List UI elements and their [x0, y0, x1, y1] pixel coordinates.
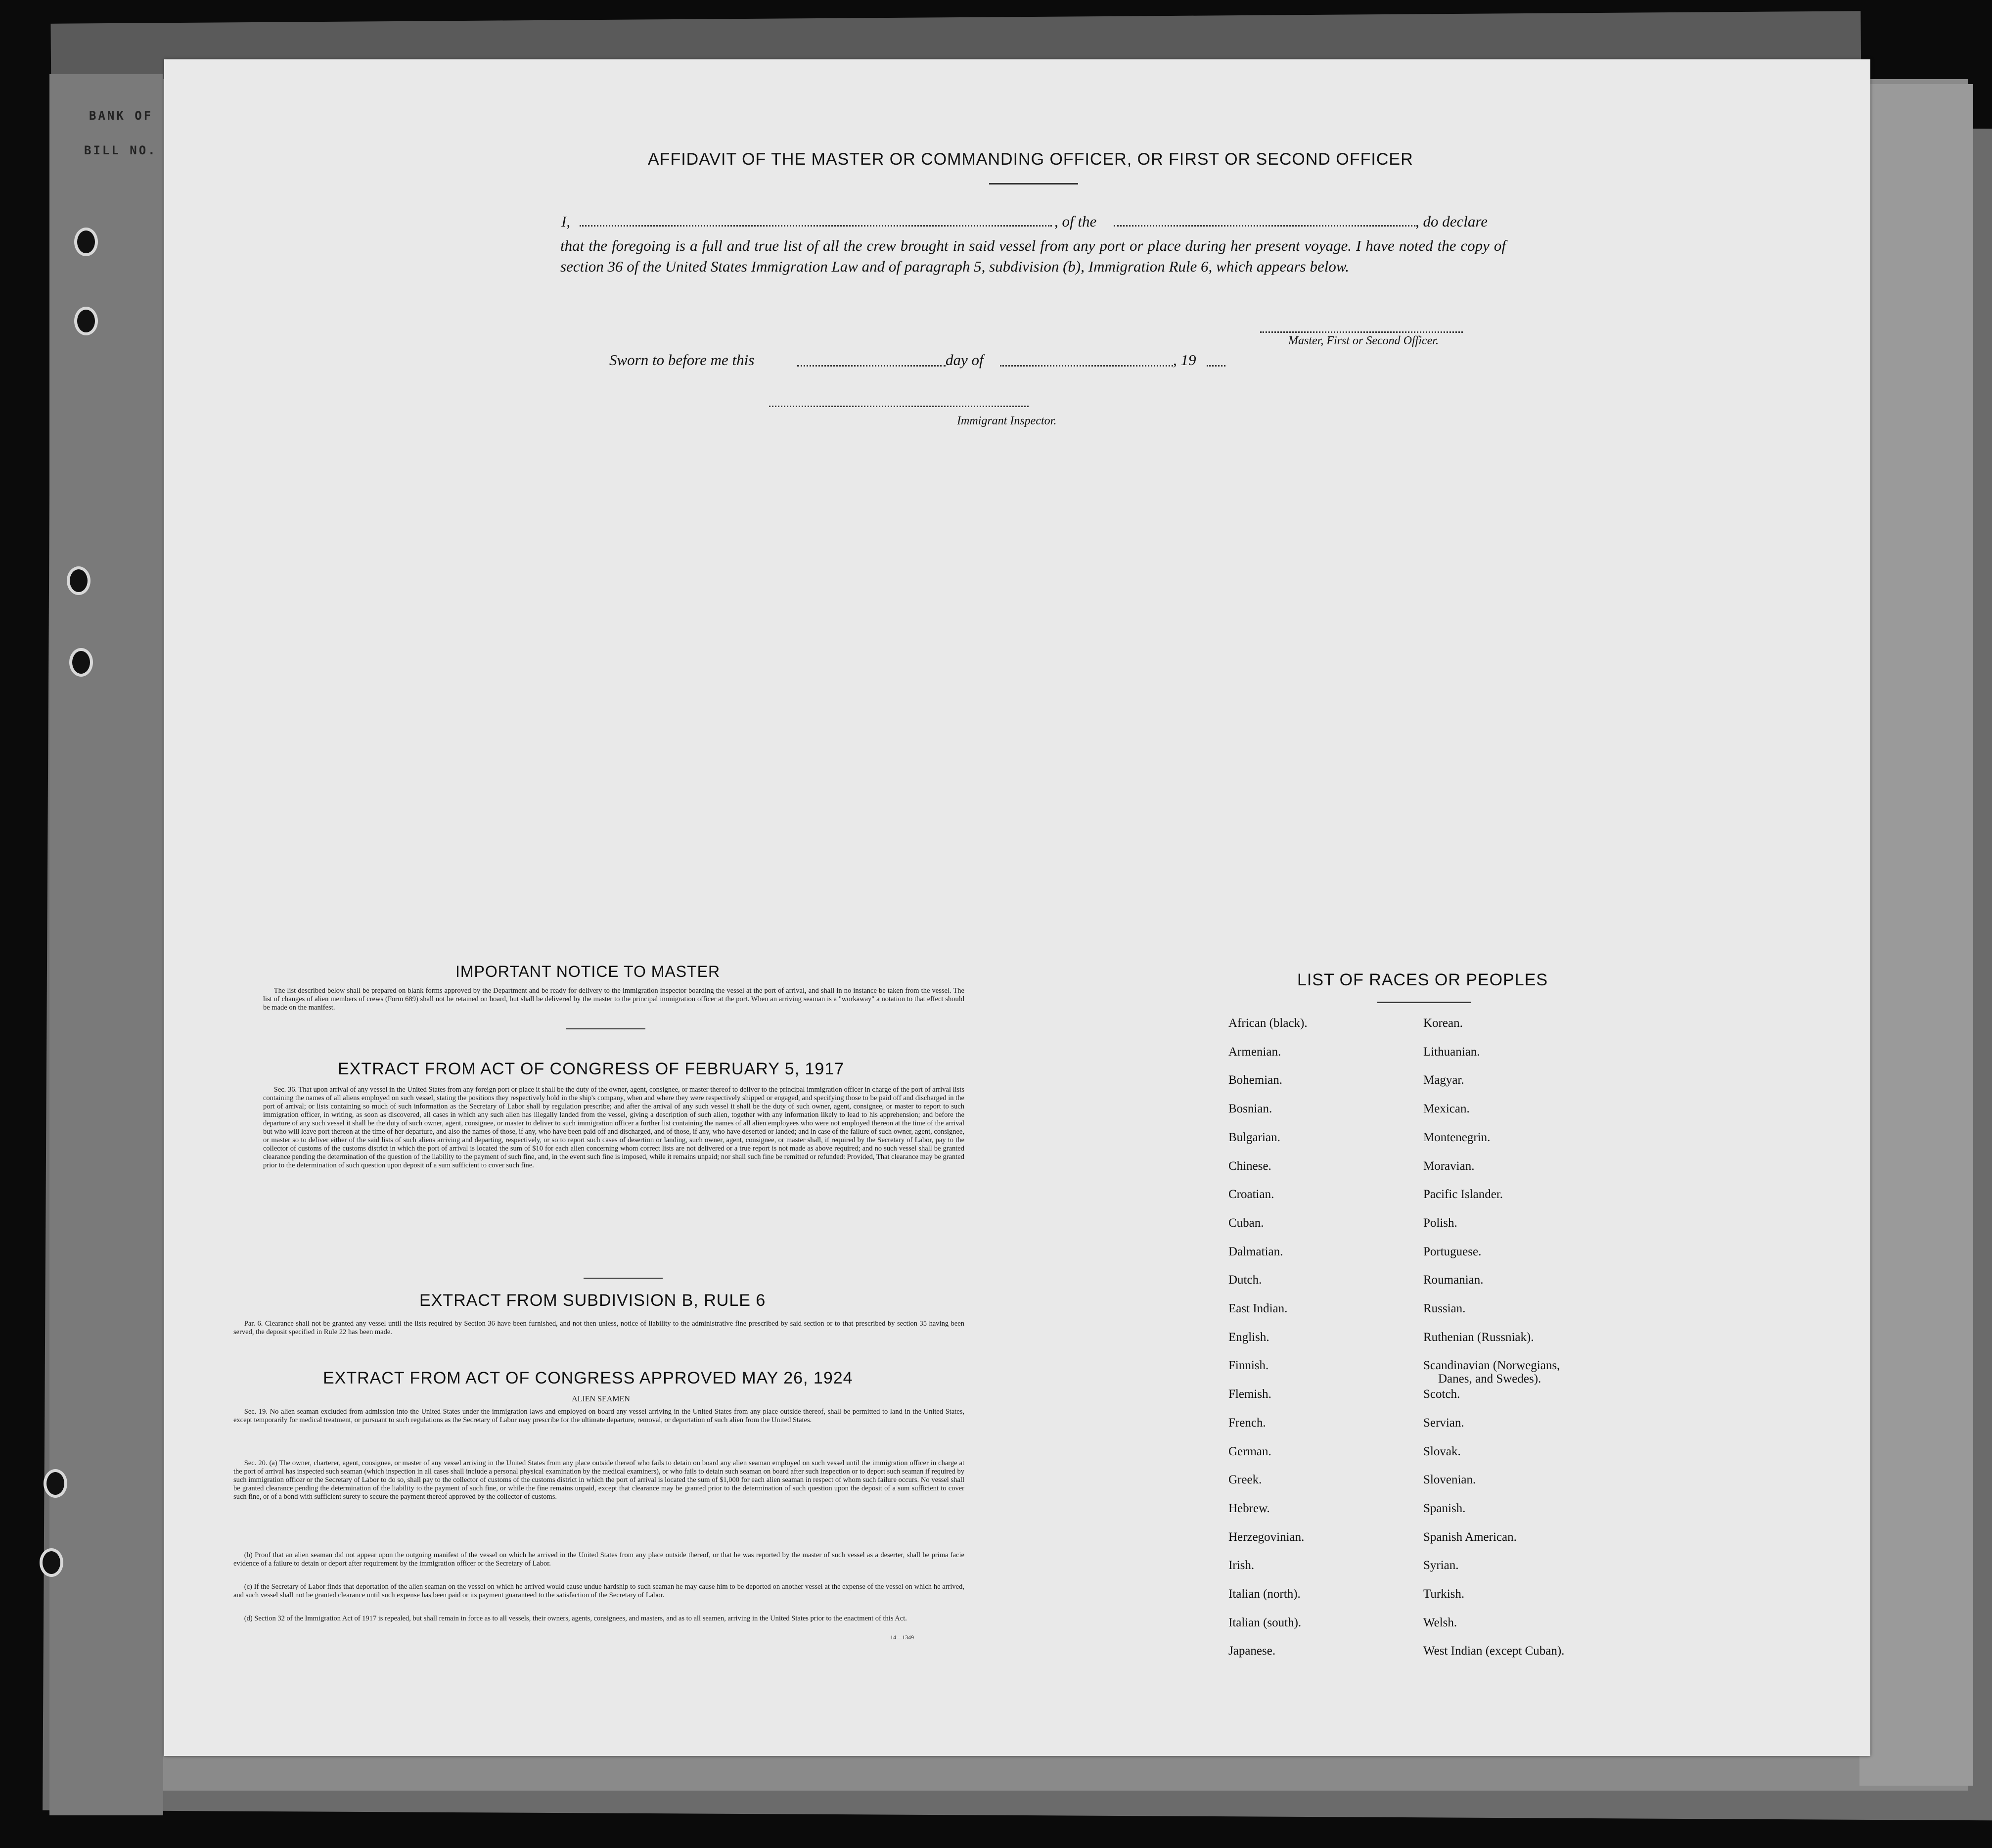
race-item: Croatian.	[1228, 1188, 1274, 1201]
race-item: Servian.	[1423, 1416, 1464, 1430]
extract-1924-subtitle: ALIEN SEAMEN	[572, 1395, 630, 1403]
race-item: Mexican.	[1423, 1102, 1470, 1116]
name-blank	[580, 225, 1052, 227]
race-item: Italian (north).	[1228, 1587, 1301, 1601]
race-item: Flemish.	[1228, 1387, 1271, 1401]
races-title: LIST OF RACES OR PEOPLES	[1297, 970, 1548, 989]
binder-hole-icon	[67, 566, 91, 595]
notice-title: IMPORTANT NOTICE TO MASTER	[455, 963, 721, 980]
extract-1924-sec20b: (b) Proof that an alien seaman did not appear upon the outgoing manifest of the vessel on which he arrived in the United States from any place outside thereof, or that he was reported by the master of such vessel as a deserter, shall be prima facie evidence of a failure to detain or deport after requirement by the immigration officer or the Secretary of Labor.	[233, 1551, 964, 1568]
race-item: Japanese.	[1228, 1644, 1276, 1658]
extract-1924-sec20d: (d) Section 32 of the Immigration Act of 1917 is repealed, but shall remain in force as to all vessels, their owners, agents, consignees, and masters, and as to all seamen, arriving in the United States prior to the enactment of this Act.	[244, 1615, 907, 1622]
inspector-signature-line	[769, 406, 1029, 407]
race-item: Hebrew.	[1228, 1501, 1270, 1515]
race-item: Slovak.	[1423, 1444, 1461, 1458]
affidavit-i: I,	[561, 213, 571, 230]
race-item: Russian.	[1423, 1302, 1466, 1315]
strip-text: BILL NO.	[84, 143, 157, 157]
sworn-text: Sworn to before me this	[609, 351, 755, 369]
race-item: Slovenian.	[1423, 1473, 1476, 1487]
notice-text: The list described below shall be prepared on blank forms approved by the Department and be ready for delivery to the immigration inspector boarding the vessel at the port of arrival, and shall in no instance be taken from the vessel. The list of changes of alien members of crews (Form 689) shall not be retained on board, but shall be delivered by the master to the principal immigration officer at the port. When an arriving seaman is a "workaway" a notation to that effect should be made on the manifest.	[263, 987, 964, 1012]
month-blank	[1000, 365, 1173, 367]
race-item: Polish.	[1423, 1216, 1457, 1230]
race-item: Danes, and Swedes).	[1438, 1372, 1541, 1386]
extract-1924-sec20c: (c) If the Secretary of Labor finds that deportation of the alien seaman on the vessel on which he arrived would cause undue hardship to such seaman he may cause him to be deported on another vessel at the expense of the vessel on which he arrived, and such vessel shall not be granted clearance until such expense has been paid or its payment guaranteed to the satisfaction of the Secretary of Labor.	[233, 1583, 964, 1599]
race-item: Scotch.	[1423, 1387, 1460, 1401]
race-item: Italian (south).	[1228, 1616, 1302, 1629]
extract-rule6-text: Par. 6. Clearance shall not be granted any vessel until the lists required by Section 36 have been furnished, and not then unless, notice of liability to the administrative fine prescribed by said section or to that prescribed by section 35 having been served, the deposit specified in Rule 22 has been made.	[233, 1320, 964, 1336]
race-item: Pacific Islander.	[1423, 1188, 1503, 1201]
right-edge-sheet	[1859, 84, 1973, 1786]
year-blank	[1207, 365, 1225, 367]
extract-1924-sec20a: Sec. 20. (a) The owner, charterer, agent, consignee, or master of any vessel arriving in the United States from any place outside thereof who fails to detain on board any alien seaman employed on such vessel until the immigration officer in charge at the port of arrival has inspected such seaman (which inspection in all cases shall include a personal physical examination by the medical examiners), or who fails to detain such seaman on board after such inspection or to deport such seaman if required by such immigration officer or the Secretary of Labor to do so, shall pay to the collector of customs of the customs district in which the port of arrival is located the sum of $1,000 for each alien seaman in respect of whom such failure occurs. No vessel shall be granted clearance pending the determination of the liability to the payment of such fine, or while the fine remains unpaid, except that clearance may be granted prior to the determination of such question upon the deposit of a sum sufficient to cover such fine, or of a bond with sufficient surety to secure the payment thereof approved by the collector of customs.	[233, 1459, 964, 1501]
race-item: Greek.	[1228, 1473, 1262, 1487]
inspector-label: Immigrant Inspector.	[957, 415, 1057, 427]
affidavit-title: AFFIDAVIT OF THE MASTER OR COMMANDING OFFICER, OR FIRST OR SECOND OFFICER	[648, 150, 1413, 169]
affidavit-of-the: , of the	[1054, 213, 1097, 230]
race-item: West Indian (except Cuban).	[1423, 1644, 1565, 1658]
strip-text: BANK OF	[89, 109, 153, 123]
race-item: Montenegrin.	[1423, 1130, 1491, 1144]
race-item: African (black).	[1228, 1016, 1308, 1030]
race-item: Bosnian.	[1228, 1102, 1272, 1116]
day-of-text: day of	[946, 351, 984, 369]
binder-hole-icon	[44, 1469, 67, 1498]
race-item: Dutch.	[1228, 1273, 1262, 1287]
race-item: Irish.	[1228, 1559, 1255, 1572]
affidavit-paragraph: that the foregoing is a full and true list of all the crew brought in said vessel from any port or place during her present voyage. I have noted the copy of section 36 of the United States Immigration Law and of paragraph 5, subdivision (b), Immigration Rule 6, which appears below.	[560, 237, 1506, 275]
race-item: Armenian.	[1228, 1045, 1281, 1059]
race-item: Bohemian.	[1228, 1073, 1283, 1087]
divider	[989, 183, 1078, 185]
binder-hole-icon	[40, 1548, 63, 1577]
race-item: Scandinavian (Norwegians,	[1423, 1359, 1560, 1373]
race-item: Portuguese.	[1423, 1245, 1482, 1258]
race-item: Cuban.	[1228, 1216, 1264, 1230]
extract-1917-title: EXTRACT FROM ACT OF CONGRESS OF FEBRUARY 5, 1917	[338, 1060, 845, 1078]
race-item: Moravian.	[1423, 1159, 1475, 1173]
race-item: Magyar.	[1423, 1073, 1464, 1087]
race-item: English.	[1228, 1330, 1269, 1344]
race-item: East Indian.	[1228, 1302, 1288, 1315]
form-page	[164, 59, 1870, 1756]
divider	[584, 1278, 663, 1279]
race-item: French.	[1228, 1416, 1266, 1430]
race-item: Finnish.	[1228, 1359, 1269, 1373]
extract-1917-text: Sec. 36. That upon arrival of any vessel in the United States from any foreign port or place it shall be the duty of the owner, agent, consignee, or master thereof to deliver to the principal immigration officer in charge of the port of arrival lists containing the names of all aliens employed on such vessel, stating the positions they respectively hold in the ship's company, when and where they were respectively shipped or engaged, and specifying those to be paid off and discharged in the port of arrival; or lists containing so much of such information as the Secretary of Labor shall by regulation prescribe; and after the arrival of any such vessel it shall be the duty of such owner, agent, consignee, or master to report to such immigration officer, in writing, as soon as discovered, all cases in which any such alien has illegally landed from the vessel, giving a description of such alien, together with any information likely to lead to his apprehension; and before the departure of any such vessel it shall be the duty of such owner, agent, consignee, or master to deliver to such immigration officer a further list containing the names of all alien employees who were not employed thereon at the time of the arrival but who will leave port thereon at the time of her departure, and also the names of those, if any, who have been paid off and discharged, and of those, if any, who have deserted or landed; and in case of the failure of such owner, agent, consignee, or master so to deliver either of the said lists of such aliens arriving and departing, respectively, or so to report such cases of desertion or landing, such owner, agent, consignee, or master shall, if required by the Secretary of Labor, pay to the collector of customs of the customs district in which the port of arrival is located the sum of $10 for each alien concerning whom correct lists are not delivered or a true report is not made as above required; and no such vessel shall be granted clearance pending the determination of the question of the liability to the payment of such fine, and, in the event such fine is imposed, while it remains unpaid; nor shall such fine be remitted or refunded: Provided, That clearance may be granted prior to the determination of such question upon deposit of a sum sufficient to cover such fine.	[263, 1086, 964, 1169]
extract-1924-title: EXTRACT FROM ACT OF CONGRESS APPROVED MAY 26, 1924	[323, 1369, 853, 1387]
race-item: Herzegovinian.	[1228, 1530, 1305, 1544]
binder-hole-icon	[74, 228, 98, 256]
left-binding-strip	[49, 74, 163, 1815]
race-item: Turkish.	[1423, 1587, 1465, 1601]
race-item: Ruthenian (Russniak).	[1423, 1330, 1534, 1344]
extract-1924-sec19: Sec. 19. No alien seaman excluded from admission into the United States under the immigration laws and employed on board any vessel arriving in the United States from any place outside thereof, shall be permitted to land in the United States, except temporarily for medical treatment, or pursuant to such regulations as the Secretary of Labor may prescribe for the ultimate departure, removal, or deportation of such alien from the United States.	[233, 1408, 964, 1424]
race-item: Welsh.	[1423, 1616, 1457, 1629]
race-item: German.	[1228, 1444, 1271, 1458]
form-number: 14—1349	[890, 1634, 914, 1641]
binder-hole-icon	[69, 648, 93, 677]
race-item: Lithuanian.	[1423, 1045, 1480, 1059]
race-item: Korean.	[1423, 1016, 1463, 1030]
race-item: Chinese.	[1228, 1159, 1271, 1173]
vessel-blank	[1114, 225, 1415, 227]
race-item: Spanish American.	[1423, 1530, 1517, 1544]
race-item: Dalmatian.	[1228, 1245, 1283, 1258]
master-signature-line	[1260, 331, 1463, 333]
race-item: Roumanian.	[1423, 1273, 1484, 1287]
affidavit-do-declare: , do declare	[1415, 213, 1488, 230]
master-signature-label: Master, First or Second Officer.	[1288, 334, 1439, 347]
binder-hole-icon	[74, 307, 98, 335]
race-item: Syrian.	[1423, 1559, 1459, 1572]
day-blank	[797, 365, 946, 367]
year-text: , 19	[1173, 351, 1196, 369]
race-item: Bulgarian.	[1228, 1130, 1280, 1144]
divider	[1377, 1002, 1471, 1003]
race-item: Spanish.	[1423, 1501, 1466, 1515]
extract-rule6-title: EXTRACT FROM SUBDIVISION B, RULE 6	[419, 1291, 766, 1310]
divider	[566, 1028, 645, 1029]
